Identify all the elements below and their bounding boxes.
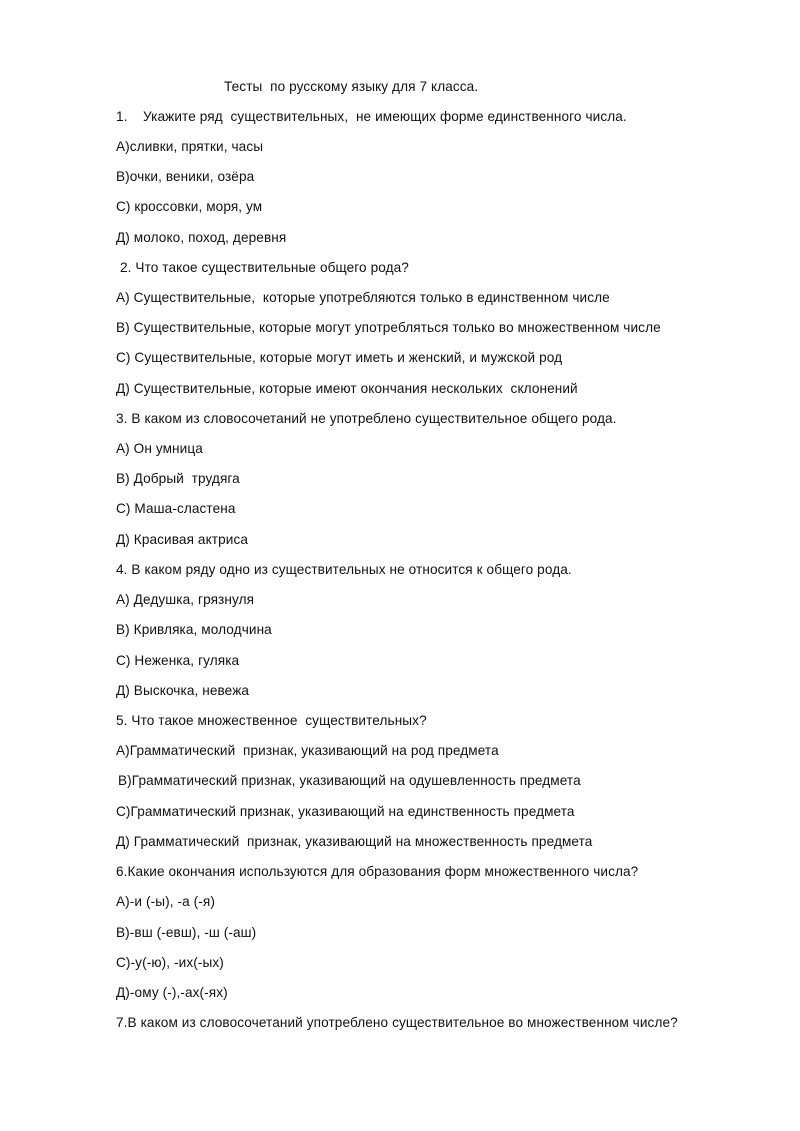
question-3-option-d: Д) Красивая актриса	[116, 532, 249, 547]
question-4: 4. В каком ряду одно из существительных не относится к общего рода.	[116, 562, 572, 577]
question-3-option-c: С) Маша-сластена	[116, 501, 236, 516]
question-1-option-d: Д) молоко, поход, деревня	[116, 230, 287, 245]
document-title: Тесты по русскому языку для 7 класса.	[224, 79, 479, 94]
question-2: 2. Что такое существительные общего рода?	[120, 260, 409, 275]
question-2-option-c: С) Существительные, которые могут иметь и женский, и мужской род	[116, 350, 563, 365]
question-1-option-c: С) кроссовки, моря, ум	[116, 199, 263, 214]
question-1-option-a: А)сливки, прятки, часы	[116, 139, 264, 154]
question-6-option-a: А)-и (-ы), -а (-я)	[116, 894, 216, 909]
question-5-option-d: Д) Грамматический признак, указивающий на множественность предмета	[116, 834, 593, 849]
question-6-option-d: Д)-ому (-),-ах(-ях)	[116, 985, 228, 1000]
question-6-option-b: В)-вш (-евш), -ш (-аш)	[116, 925, 257, 940]
question-6: 6.Какие окончания используются для образования форм множественного числа?	[116, 864, 639, 879]
question-5: 5. Что такое множественное существительных?	[116, 713, 427, 728]
question-1-option-b: В)очки, веники, озёра	[116, 169, 255, 184]
question-5-option-b: В)Грамматический признак, указивающий на одушевленность предмета	[118, 773, 581, 788]
question-2-option-a: А) Существительные, которые употребляются только в единственном числе	[116, 290, 610, 305]
question-2-option-b: В) Существительные, которые могут употребляться только во множественном числе	[116, 320, 661, 335]
question-5-option-a: А)Грамматический признак, указивающий на род предмета	[116, 743, 499, 758]
question-2-option-d: Д) Существительные, которые имеют окончания нескольких склонений	[116, 381, 578, 396]
question-6-option-c: С)-у(-ю), -их(-ых)	[116, 955, 224, 970]
question-4-option-a: А) Дедушка, грязнуля	[116, 592, 255, 607]
question-5-option-c: С)Грамматический признак, указивающий на единственность предмета	[116, 804, 575, 819]
question-4-option-b: В) Кривляка, молодчина	[116, 622, 272, 637]
question-3-option-b: В) Добрый трудяга	[116, 471, 240, 486]
question-3-option-a: А) Он умница	[116, 441, 203, 456]
question-1: 1. Укажите ряд существительных, не имеющих форме единственного числа.	[116, 109, 627, 124]
question-4-option-c: С) Неженка, гуляка	[116, 653, 240, 668]
question-7: 7.В каком из словосочетаний употреблено существительное во множественном числе?	[116, 1015, 678, 1030]
question-4-option-d: Д) Выскочка, невежа	[116, 683, 250, 698]
question-3: 3. В каком из словосочетаний не употреблено существительное общего рода.	[116, 411, 617, 426]
